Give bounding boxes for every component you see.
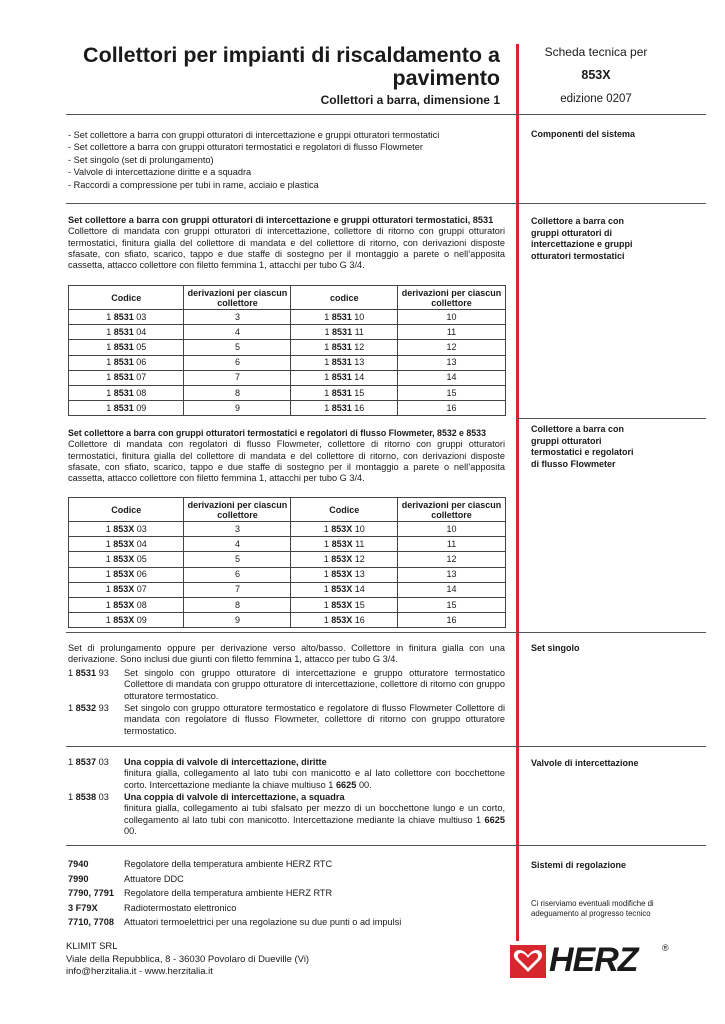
codes-table-8531 [68,285,506,416]
table-row [69,582,506,597]
code-cell: 1 8531 16 [291,401,398,416]
derivations-cell: 3 [184,522,291,537]
derivations-cell: 6 [184,355,291,370]
table-row [69,552,506,567]
code-cell: 1 853X 16 [291,613,398,628]
code-cell: 1 8531 06 [69,355,184,370]
logo-text: HERZ [549,941,638,979]
derivations-cell: 8 [184,385,291,400]
code-cell: 1 853X 07 [69,582,184,597]
code-cell: 1 853X 12 [291,552,398,567]
col-header: derivazioni per ciascun collettore [398,498,506,522]
page-subtitle: Collettori a barra, dimensione 1 [320,93,500,107]
code-cell: 1 853X 10 [291,522,398,537]
table-row [69,355,506,370]
col-header: Codice [69,286,184,310]
code-cell: 1 853X 04 [69,537,184,552]
section2-description: Collettore di mandata con regolatori di flusso Flowmeter, collettore di ritorno con gruppi otturatori termostatici, finitura gialla del collettore di mandata e del collettore di ritorno, con derivazioni disposte sfasate, con sfiato, scarico, tappo e due staffe di sostegno per il montaggio a parete o nell’apposita cassetta, attacco collettore con filetto femmina 1, attacchi per tubo G 3/4. [68,439,505,484]
registered-mark: ® [662,943,669,953]
derivations-cell: 13 [398,355,506,370]
table-row [69,613,506,628]
valves-label: Valvole di intercettazione [531,758,639,768]
code-cell: 1 853X 13 [291,567,398,582]
derivations-cell: 14 [398,370,506,385]
regulation-item: 7790, 7791 Regolatore della temperatura ambiente HERZ RTR [68,888,333,898]
derivations-cell: 4 [184,537,291,552]
derivations-cell: 8 [184,597,291,612]
list-item: - Set collettore a barra con gruppi otturatori termostatici e regolatori di flusso Flowmeter [68,142,423,153]
list-item: - Valvole di intercettazione diritte e a squadra [68,167,252,178]
list-item: - Set collettore a barra con gruppi otturatori di intercettazione e gruppi otturatori termostatici [68,130,440,140]
derivations-cell: 12 [398,552,506,567]
section-divider [66,746,706,747]
derivations-cell: 5 [184,552,291,567]
derivations-cell: 15 [398,385,506,400]
product-code: 853X [581,68,611,82]
derivations-cell: 11 [398,325,506,340]
code-cell: 1 8531 08 [69,385,184,400]
table-row [69,597,506,612]
regulation-item: 7940 Regolatore della temperatura ambiente HERZ RTC [68,859,333,869]
code-cell: 1 8531 10 [291,310,398,325]
table-row [69,522,506,537]
sheet-label: Scheda tecnica per [544,45,648,59]
code-cell: 1 8531 15 [291,385,398,400]
table-row [69,325,506,340]
code-cell: 1 8531 14 [291,370,398,385]
section-divider [66,203,706,204]
table-row [69,340,506,355]
derivations-cell: 10 [398,522,506,537]
regulation-label: Sistemi di regolazione [531,860,627,870]
derivations-cell: 6 [184,567,291,582]
section-divider [516,418,706,419]
regulation-item: 7990 Attuatore DDC [68,873,184,884]
list-item: - Set singolo (set di prolungamento) [68,154,214,165]
table-row [69,537,506,552]
company-name: KLIMIT SRL [66,941,118,952]
derivations-cell: 10 [398,310,506,325]
page-title: Collettori per impianti di riscaldamento a pavimento [83,43,500,90]
code-cell: 1 8531 03 [69,310,184,325]
code-cell: 1 853X 15 [291,597,398,612]
derivations-cell: 11 [398,537,506,552]
disclaimer-note: Ci riserviamo eventuali modifiche di adeguamento al progresso tecnico [531,899,654,918]
edition: edizione 0207 [560,93,632,105]
set-singolo-label: Set singolo [531,643,580,653]
heart-icon [510,945,546,978]
company-contact: info@herzitalia.it - www.herzitalia.it [66,966,213,978]
code-cell: 1 8531 13 [291,355,398,370]
components-list [68,129,439,191]
footer-address [66,941,309,979]
code-cell: 1 853X 14 [291,582,398,597]
section1-text [68,215,505,271]
set-singolo-intro: Set di prolungamento oppure per derivazione verso alto/basso. Collettore in finitura gialla con una derivazione. Sono inclusi due giunti con filetto femmina 1, attacco per tubo G 3/4. [68,643,505,665]
code-cell: 1 8531 12 [291,340,398,355]
code-cell: 1 853X 03 [69,522,184,537]
code-cell: 1 853X 06 [69,567,184,582]
derivations-cell: 5 [184,340,291,355]
red-divider [516,44,519,941]
derivations-cell: 4 [184,325,291,340]
regulation-item: 3 F79X Radiotermostato elettronico [68,902,237,913]
col-header: derivazioni per ciascun collettore [184,286,291,310]
regulation-item: 7710, 7708 Attuatori termoelettrici per una regolazione su due punti o ad impulsi [68,917,402,927]
derivations-cell: 9 [184,613,291,628]
code-cell: 1 853X 09 [69,613,184,628]
section-divider [66,845,706,846]
col-header: derivazioni per ciascun collettore [398,286,506,310]
section2-label: Collettore a barra con gruppi otturatori termostatici e regolatori di flusso Flowmeter [531,424,634,469]
section1-description: Collettore di mandata con gruppi otturatori di intercettazione, collettore di ritorno con gruppi otturatori termostatici, finitura gialla del collettore di mandata e del collettore di ritorno, con derivazioni disposte sfasate, con sfiato, scarico, tappo e due staffe di sostegno per il montaggio a parete o nell’apposita cassetta, attacco collettore con filetto femmina 1, attacchi per tubo G 3/4. [68,226,505,271]
section1-heading: Set collettore a barra con gruppi otturatori di intercettazione e gruppi otturatori termostatici, 8531 [68,215,494,225]
derivations-cell: 7 [184,370,291,385]
derivations-cell: 14 [398,582,506,597]
code-cell: 1 853X 11 [291,537,398,552]
header-divider [66,114,706,115]
section-divider [66,632,706,633]
code-cell: 1 8531 07 [69,370,184,385]
code-cell: 1 8531 05 [69,340,184,355]
derivations-cell: 3 [184,310,291,325]
herz-logo [510,941,672,979]
col-header: Codice [291,498,398,522]
list-item: - Raccordi a compressione per tubi in rame, acciaio e plastica [68,179,319,190]
table-row [69,401,506,416]
derivations-cell: 7 [184,582,291,597]
section2-heading: Set collettore a barra con gruppi otturatori termostatici e regolatori di flusso Flowmeter, 8532 e 8533 [68,428,486,438]
code-cell: 1 853X 08 [69,597,184,612]
table-row [69,370,506,385]
code-cell: 1 8531 11 [291,325,398,340]
code-cell: 1 8531 09 [69,401,184,416]
derivations-cell: 16 [398,613,506,628]
components-label: Componenti del sistema [531,129,636,139]
table-row [69,567,506,582]
col-header: derivazioni per ciascun collettore [184,498,291,522]
derivations-cell: 12 [398,340,506,355]
col-header: codice [291,286,398,310]
derivations-cell: 13 [398,567,506,582]
codes-table-853x [68,497,506,628]
col-header: Codice [69,498,184,522]
derivations-cell: 15 [398,597,506,612]
derivations-cell: 9 [184,401,291,416]
section2-text [68,428,505,484]
derivations-cell: 16 [398,401,506,416]
code-cell: 1 853X 05 [69,552,184,567]
table-row [69,385,506,400]
section1-label: Collettore a barra con gruppi otturatori di intercettazione e gruppi otturatori termostatici [531,216,633,261]
company-address: Viale della Repubblica, 8 - 36030 Povolaro di Dueville (Vi) [66,953,310,965]
code-cell: 1 8531 04 [69,325,184,340]
table-row [69,310,506,325]
